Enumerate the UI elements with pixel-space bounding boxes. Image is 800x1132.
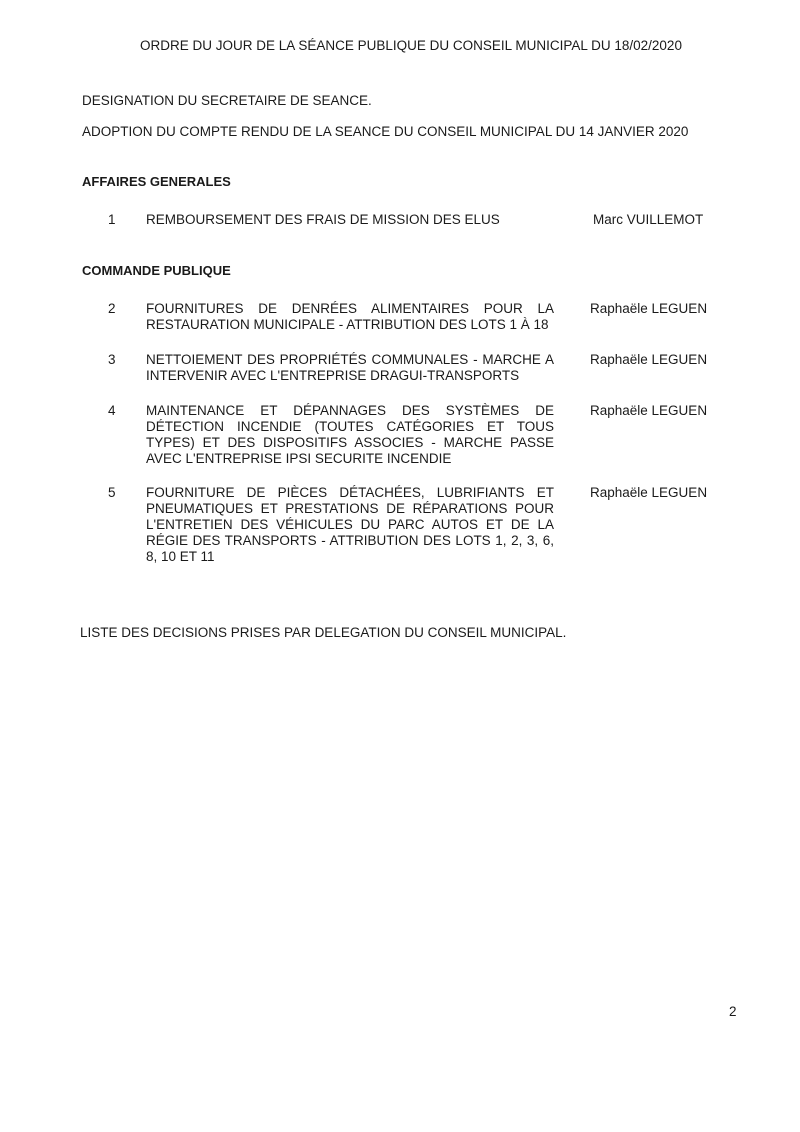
item-number: 5 xyxy=(108,485,116,500)
page-title: ORDRE DU JOUR DE LA SÉANCE PUBLIQUE DU CONSEIL MUNICIPAL DU 18/02/2020 xyxy=(140,38,682,53)
item-rapporteur: Marc VUILLEMOT xyxy=(593,212,704,227)
item-rapporteur: Raphaële LEGUEN xyxy=(590,352,708,367)
item-text: FOURNITURE DE PIÈCES DÉTACHÉES, LUBRIFIANTS ET PNEUMATIQUES ET PRESTATIONS DE RÉPARATIONS POUR L'ENTRETIEN DES VÉHICULES DU PARC AUTOS ET DE LA RÉGIE DES TRANSPORTS - ATTRIBUTION DES LOTS 1, 2, 3, 6, 8, 10 ET 11 xyxy=(146,485,554,564)
item-text: NETTOIEMENT DES PROPRIÉTÉS COMMUNALES - MARCHE A INTERVENIR AVEC L'ENTREPRISE DRAGUI-TRANSPORTS xyxy=(146,352,554,383)
item-rapporteur: Raphaële LEGUEN xyxy=(590,485,708,500)
item-number: 3 xyxy=(108,352,116,367)
section-title-commande-publique: COMMANDE PUBLIQUE xyxy=(82,263,231,278)
item-number: 2 xyxy=(108,301,116,316)
item-text: REMBOURSEMENT DES FRAIS DE MISSION DES ELUS xyxy=(146,212,500,227)
item-rapporteur: Raphaële LEGUEN xyxy=(590,301,708,316)
secretaire-designation: DESIGNATION DU SECRETAIRE DE SEANCE. xyxy=(82,93,372,108)
item-rapporteur: Raphaële LEGUEN xyxy=(590,403,708,418)
decisions-list-title: LISTE DES DECISIONS PRISES PAR DELEGATION DU CONSEIL MUNICIPAL. xyxy=(80,625,567,640)
item-text: FOURNITURES DE DENRÉES ALIMENTAIRES POUR LA RESTAURATION MUNICIPALE - ATTRIBUTION DES LOTS 1 À 18 xyxy=(146,301,554,332)
item-number: 4 xyxy=(108,403,116,418)
page-number: 2 xyxy=(729,1004,737,1019)
item-text: MAINTENANCE ET DÉPANNAGES DES SYSTÈMES DE DÉTECTION INCENDIE (TOUTES CATÉGORIES ET TOUS TYPES) ET DES DISPOSITIFS ASSOCIES - MARCHE PASSE AVEC L'ENTREPRISE IPSI SECURITE INCENDIE xyxy=(146,403,554,466)
adoption-compte-rendu: ADOPTION DU COMPTE RENDU DE LA SEANCE DU CONSEIL MUNICIPAL DU 14 JANVIER 2020 xyxy=(82,124,689,139)
section-title-affaires-generales: AFFAIRES GENERALES xyxy=(82,174,231,189)
item-number: 1 xyxy=(108,212,116,227)
